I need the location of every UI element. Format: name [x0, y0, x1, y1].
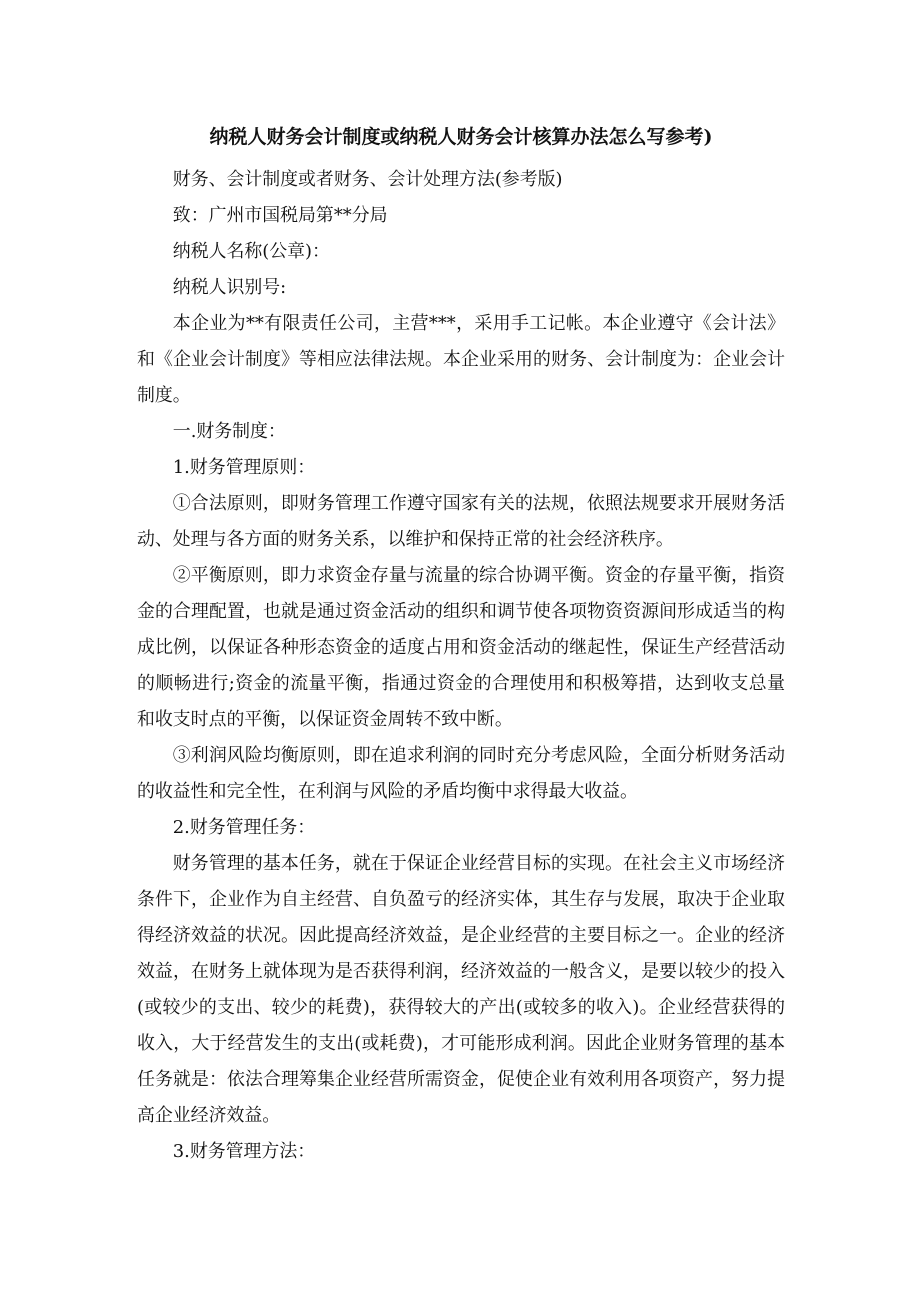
paragraph: 本企业为**有限责任公司，主营***，采用手工记帐。本企业遵守《会计法》和《企业会计制度》等相应法律法规。本企业采用的财务、会计制度为：企业会计制度。 — [137, 313, 785, 406]
paragraph: ③利润风险均衡原则，即在追求利润的同时充分考虑风险，全面分析财务活动的收益性和完全性，在利润与风险的矛盾均衡中求得最大收益。 — [137, 745, 785, 802]
paragraph: 财务管理的基本任务，就在于保证企业经营目标的实现。在社会主义市场经济条件下，企业作为自主经营、自负盈亏的经济实体，其生存与发展，取决于企业取得经济效益的状况。因此提高经济效益，是企业经营的主要目标之一。企业的经济效益，在财务上就体现为是否获得利润，经济效益的一般含义，是要以较少的投入(或较少的支出、较少的耗费)，获得较大的产出(或较多的收入)。企业经营获得的收入，大于经营发生的支出(或耗费)，才可能形成利润。因此企业财务管理的基本任务就是：依法合理筹集企业经营所需资金，促使企业有效利用各项资产，努力提高企业经济效益。 — [137, 853, 785, 1126]
paragraph: 2.财务管理任务： — [172, 817, 316, 838]
document-title: 纳税人财务会计制度或纳税人财务会计核算办法怎么写参考) — [209, 126, 713, 148]
paragraph: 3.财务管理方法： — [172, 1141, 316, 1162]
paragraph: ①合法原则，即财务管理工作遵守国家有关的法规，依照法规要求开展财务活动、处理与各方面的财务关系，以维护和保持正常的社会经济秩序。 — [137, 493, 785, 550]
paragraph: 致：广州市国税局第**分局 — [172, 205, 388, 226]
paragraph: 一.财务制度： — [172, 421, 286, 442]
document-page — [137, 120, 785, 1170]
paragraph: 纳税人名称(公章)： — [172, 241, 330, 262]
paragraph: 财务、会计制度或者财务、会计处理方法(参考版) — [172, 169, 563, 190]
paragraph: 1.财务管理原则： — [172, 457, 316, 478]
document-body — [137, 162, 785, 1170]
paragraph: ②平衡原则，即力求资金存量与流量的综合协调平衡。资金的存量平衡，指资金的合理配置，也就是通过资金活动的组织和调节使各项物资资源间形成适当的构成比例，以保证各种形态资金的适度占用和资金活动的继起性，保证生产经营活动的顺畅进行;资金的流量平衡，指通过资金的合理使用和积极筹措，达到收支总量和收支时点的平衡，以保证资金周转不致中断。 — [137, 565, 785, 730]
paragraph: 纳税人识别号: — [172, 277, 287, 298]
